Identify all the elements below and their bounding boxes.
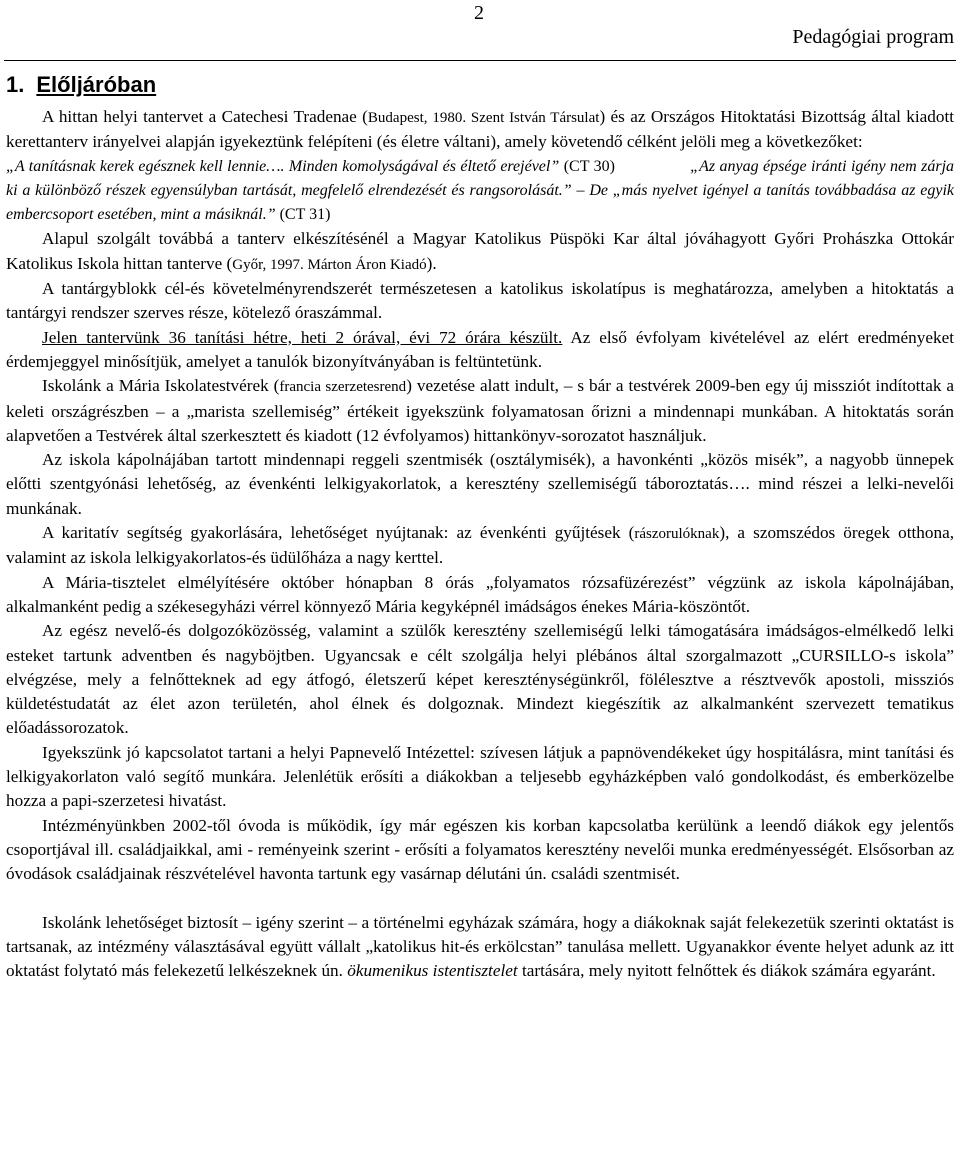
paragraph-text: ) vezetése alatt indult, – s bár a testvérek 2009-ben egy új missziót indítottak a keleti országrészben – a „marista szellemiség” értékeit igyekszünk folyamatosan őrizni a mindennapi munkában. A hitoktatás során alapvetően a Testvérek által szerkesztett és kiadott (12 évfolyamos) hittankönyv-sorozatot használjuk. [6,376,954,445]
document-header-title: Pedagógiai program [792,26,954,48]
source-citation: Budapest, 1980. Szent István Társulat [367,110,600,126]
paragraph-seminary: Igyekszünk jó kapcsolatot tartani a helyi Papnevelő Intézettel: szívesen látjuk a papnövendékeket úgy hospitálásra, mint tanítási és lelkigyakorlaton való segítő munkára. Jelenlétük erősíti a diákokban a teljesebb egyházképben való gondolkodást, és emberközelbe hozza a papi-szerzetesi hivatást. [6,742,954,811]
paragraph-marist [6,374,954,448]
paragraph-curriculum-basis [6,227,954,277]
parenthetical-note: francia szerzetesrend [279,379,407,396]
paragraph-mary: A Mária-tisztelet elmélyítésére október hónapban 8 órás „folyamatos rózsafüzérezést” végzünk az iskola kápolnájában, alkalmanként pedig a székesegyházi vérrel könnyező Mária kegyképnél imádságos énekes Mária-köszöntőt. [6,572,954,616]
section-number: 1. [6,72,25,97]
paragraph-text: ) és az Országos Hitoktatási Bizottság által kiadott kerettanterv irányelvei alapján igyekeztünk felépíteni (és életre váltani), amely követendő célként jelöli meg a következőket: [6,107,955,152]
quotation-text: De „más nyelvet igényel a tanítás továbbadása az egyik embercsoport esetében, mint a másiknál.” [6,181,955,224]
paragraph-text: ). [426,253,437,273]
parenthetical-note: rászorulóknak [634,526,720,543]
paragraph-hours [6,326,954,375]
header-divider [4,60,956,61]
highlighted-text: Jelen tantervünk 36 tanítási hétre, heti 2 órával, évi 72 órára készült. [42,327,563,347]
paragraph-text: ), a szomszédos öregek otthona, valamint az iskola lelkigyakorlatos-és üdülőháza a nagy kerttel. [6,523,954,568]
quotation-text: „A tanításnak kerek egésznek kell lennie…. Minden komolyságával és éltető erejével” [6,157,560,175]
section-heading [6,72,156,98]
paragraph-text: Alapul szolgált továbbá a tanterv elkészítésénél a Magyar Katolikus Püspöki Kar által jóváhagyott Győri Prohászka Ottokár Katolikus Iskola hittan tanterve ( [6,229,954,273]
paragraph-denominations [6,911,954,984]
quotation-block [6,155,954,228]
page-number: 2 [474,2,484,24]
source-citation: Győr, 1997. Márton Áron Kiadó [232,256,427,273]
paragraph-text: tartására, mely nyitott felnőttek és diákok számára egyaránt. [517,961,936,981]
paragraph-community: Az egész nevelő-és dolgozóközösség, valamint a szülők keresztény szellemiségű lelki támogatására imádságos-elmélkedő lelki esteket tartunk adventben és nagyböjtben. Ugyancsak e célt szolgálja helyi plébános által szorgalmazott „CURSILLO-s iskola” elvégzése, mely a felnőtteknek ad egy átfogó, életszerű képet kereszténységünkről, fölélesztve a résztvevők apostoli, missziós küldetéstudatát az élet azon területén, ahol élnek és dolgoznak. Mindezt kiegészítik az alkalmanként szervezett tematikus előadássorozatok. [6,621,954,738]
quotation-text: „Az anyag épsége iránti igény nem zárja ki a különböző részek egyensúlyban tartását, megfelelő elrendezését és rangsorolását.” [6,157,955,199]
paragraph-kindergarten: Intézményünkben 2002-től óvoda is működik, így már egészen kis korban kapcsolatba kerülünk a leendő diákok egy jelentős csoportjával ill. családjaikkal, ami - reményeink szerint - erősíti a folyamatos keresztény nevelői munka eredményességét. Elsősorban az óvodások családjainak részvételével havonta tartunk egy vasárnap délutáni ún. családi szentmisét. [6,815,954,884]
paragraph-text: Iskolánk a Mária Iskolatestvérek ( [42,376,280,396]
paragraph-chapel: Az iskola kápolnájában tartott mindennapi reggeli szentmisék (osztálymisék), a havonkénti „közös misék”, a nagyobb ünnepek előtti szentgyónási lehetőség, az évenkénti lelkigyakorlatok, a keresztény szellemiségű táboroztatás…. mind részei a lelki-nevelői munkának. [6,450,954,518]
paragraph-charity [6,521,954,571]
paragraph-text: Az első évfolyam kivételével az elért eredményeket érdemjeggyel minősítjük, amelyet a tanulók bizonyítványában is feltüntetünk. [6,327,954,371]
paragraph-text: Iskolánk lehetőséget biztosít – igény szerint – a történelmi egyházak számára, hogy a diákoknak saját felekezetük szerinti oktatást is tartsanak, az intézmény választásával együtt vállalt „katolikus hit-és erkölcstan” tanulása mellett. Ugyanakkor évente helyet adunk az itt oktatást folytató más felekezetű lelkészeknek ún. [6,912,954,981]
paragraph-text: A hittan helyi tantervet a Catechesi Tradenae ( [42,107,368,126]
emphasized-term: ökumenikus istentisztelet [347,961,518,981]
paragraph-intro [6,105,954,155]
quotation-separator: – [571,181,590,199]
document-body [6,105,954,983]
quotation-reference: (CT 30) [559,157,620,175]
paragraph-text: A karitatív segítség gyakorlására, lehetőséget nyújtanak: az évenkénti gyűjtések ( [42,523,635,543]
section-title: Előljáróban [36,72,157,97]
paragraph-requirements: A tantárgyblokk cél-és követelményrendszerét természetesen a katolikus iskolatípus is meghatározza, amelyben a hitoktatás a tantárgyi rendszer szerves része, kötelező óraszámmal. [6,279,954,323]
quotation-reference: (CT 31) [275,206,331,224]
